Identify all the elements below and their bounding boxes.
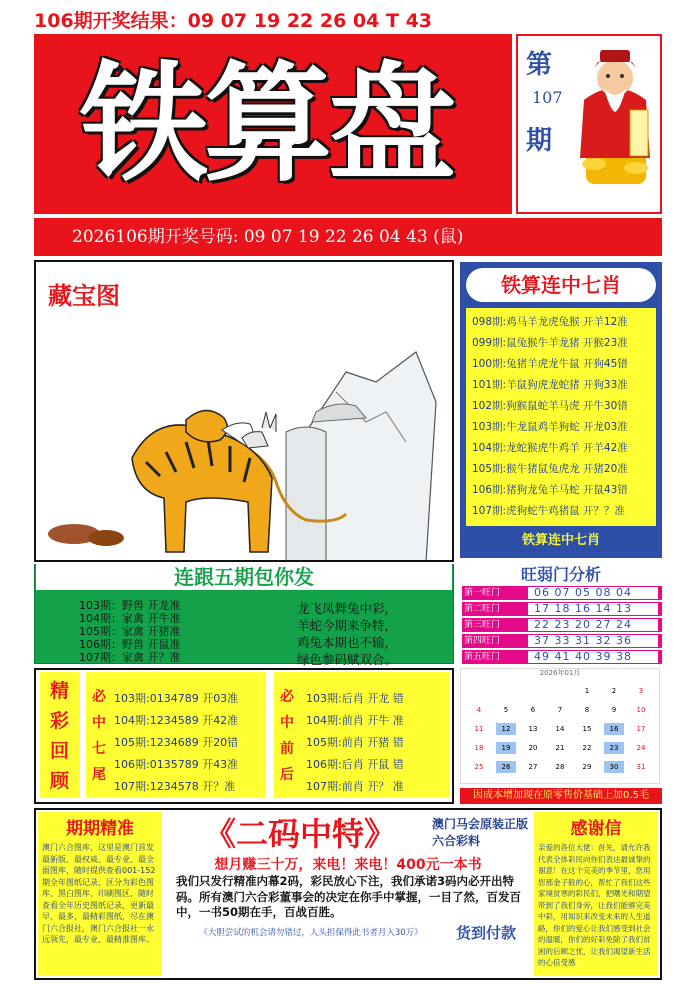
calendar-day: 14 <box>555 725 565 733</box>
tail-side-label <box>86 672 110 798</box>
review-char: 精 <box>50 680 70 702</box>
fq-row: 106期:后肖 开鼠 错 <box>306 758 404 771</box>
fq-char: 前 <box>280 741 294 757</box>
five-period-title: 连跟五期包你发 <box>36 564 452 590</box>
calendar-day: 3 <box>638 687 644 695</box>
door-numbers: 06 07 05 08 04 <box>528 587 658 599</box>
five-row: 105期：家禽 开猪准 <box>79 625 181 638</box>
calendar-day: 30 <box>604 761 624 773</box>
fq-char: 中 <box>280 715 294 731</box>
poem-line: 绿色参码赋双合。 <box>297 652 398 667</box>
fq-row: 105期:前肖 开猪 错 <box>306 736 404 749</box>
accuracy-title: 期期精准 <box>66 819 134 839</box>
seven-row: 099期:鼠兔猴牛羊龙猪 开猴23准 <box>472 337 628 349</box>
calendar-day: 31 <box>636 763 646 771</box>
calendar-day: 13 <box>528 725 538 733</box>
strong-door-row <box>462 586 662 600</box>
price-notice: 因成本增加现在原零售价基础上加0.5毛 <box>460 788 662 804</box>
brand-title: 铁算盘 <box>80 50 453 199</box>
poem-line: 羊蛇今期来争特， <box>297 618 398 633</box>
door-numbers: 37 33 31 32 36 <box>528 635 658 647</box>
seven-row: 107期:虎狗蛇牛鸡猪鼠 开？？准 <box>472 505 625 517</box>
fq-row: 103期:后肖 开龙 错 <box>306 692 404 705</box>
tail-row: 103期:0134789 开03准 <box>114 692 239 705</box>
door-label: 第五旺门 <box>464 652 501 662</box>
calendar-day: 17 <box>636 725 646 733</box>
treasure-map-title: 藏宝图 <box>48 282 120 310</box>
strong-door-row <box>462 618 662 632</box>
calendar-day: 26 <box>496 761 516 773</box>
seven-row: 100期:兔猪羊虎龙牛鼠 开狗45错 <box>472 358 628 370</box>
review-char: 顾 <box>50 770 70 792</box>
calendar-day: 8 <box>584 706 590 714</box>
calendar-day: 1 <box>584 687 590 695</box>
strong-door-row <box>462 602 662 616</box>
seven-row: 102期:狗猴鼠蛇羊马虎 开牛30错 <box>472 400 628 412</box>
calendar-day: 21 <box>555 744 565 752</box>
issue-suffix: 期 <box>526 126 553 156</box>
two-code-subtitle: 澳门马会原装正版六合彩料 <box>432 817 529 848</box>
seven-row: 106期:猪狗龙兔羊马蛇 开鼠43错 <box>472 484 628 496</box>
tail-row: 107期:1234578 开？准 <box>114 780 236 793</box>
door-numbers: 17 18 16 14 13 <box>528 603 658 615</box>
calendar-day: 29 <box>582 763 592 771</box>
door-label: 第三旺门 <box>464 620 501 630</box>
poem-line: 龙飞凤舞兔中彩， <box>297 601 398 616</box>
seven-row: 101期:羊鼠狗虎龙蛇猪 开狗33准 <box>472 379 628 391</box>
calendar-day: 6 <box>530 706 536 714</box>
fortune-god-illustration <box>572 40 658 190</box>
seven-row: 103期:牛龙鼠鸡羊狗蛇 开龙03准 <box>472 421 628 433</box>
tail-char: 中 <box>92 715 106 731</box>
fq-char: 必 <box>280 689 294 705</box>
calendar-widget <box>460 668 660 784</box>
door-numbers: 22 23 20 27 24 <box>528 619 658 631</box>
calendar-day: 27 <box>528 763 538 771</box>
calendar-day: 4 <box>476 706 482 714</box>
door-label: 第四旺门 <box>464 636 501 646</box>
thanks-text: 亲爱的各位大佬：首先，请允许我代表全体彩民向你们表达最诚挚的谢意！在这个完美的季节里，您用您那金子般的心，帮忙了我们这些家境贫寒的彩民们，把曙光和期望带到了我们身旁，让我们能够完美中彩，用知识来改变未来的人生道路，你们的爱心让我们感受到社会的温暖，你们的好彩免除了我们贫困的后顾之忧，让我们渴望新生活的心倍受感 <box>538 843 651 967</box>
calendar-day: 11 <box>474 725 484 733</box>
strong-door-row <box>462 634 662 648</box>
five-row: 107期：家禽 开？准 <box>79 651 181 664</box>
strong-door-row <box>462 650 662 664</box>
fq-char: 后 <box>280 767 294 783</box>
cash-on-delivery: 货到付款 <box>456 924 517 942</box>
calendar-day: 25 <box>474 763 484 771</box>
seven-zodiac-title: 铁算连中七肖 <box>466 268 656 302</box>
calendar-title: 2026年01月 <box>539 669 581 677</box>
ad-footnote: 《大胆尝试的机会请勿错过，人头担保得此书者月入30万》 <box>199 928 423 938</box>
calendar-day: 20 <box>528 744 538 752</box>
calendar-day: 7 <box>557 706 563 714</box>
tail-row: 105期:1234689 开20错 <box>114 736 239 749</box>
draw-result-line: 2026106期开奖号码: 09 07 19 22 26 04 43 (鼠) <box>34 218 662 256</box>
seven-row: 098期:鸡马羊龙虎兔猴 开羊12准 <box>472 316 628 328</box>
five-row: 106期：野兽 开鼠准 <box>79 638 181 651</box>
calendar-day: 18 <box>474 744 484 752</box>
tail-row: 106期:0135789 开43准 <box>114 758 239 771</box>
calendar-day: 10 <box>636 706 646 714</box>
door-label: 第一旺门 <box>464 588 501 598</box>
calendar-day: 23 <box>604 742 624 754</box>
calendar-day: 5 <box>503 706 509 714</box>
review-char: 彩 <box>50 710 70 732</box>
calendar-day: 2 <box>611 687 617 695</box>
five-row: 104期：家禽 开牛准 <box>79 612 181 625</box>
tail-row: 104期:1234589 开42准 <box>114 714 239 727</box>
seven-row: 104期:龙蛇猴虎牛鸡羊 开羊42准 <box>472 442 628 454</box>
tail-char: 必 <box>92 689 106 705</box>
two-code-title: 《二码中特》 <box>203 815 396 853</box>
calendar-day: 15 <box>582 725 592 733</box>
front-back-side-label <box>274 672 298 798</box>
seven-zodiac-list <box>466 308 656 526</box>
tail-char: 七 <box>92 741 106 757</box>
ad-slogan: 想月赚三十万，来电！来电！400元一本书 <box>214 857 482 873</box>
calendar-day: 19 <box>496 742 516 754</box>
issue-prefix: 第 <box>526 50 553 80</box>
calendar-day: 28 <box>555 763 565 771</box>
seven-zodiac-footer: 铁算连中七肖 <box>521 533 600 548</box>
issue-number: 107 <box>532 88 563 107</box>
five-row: 103期：野兽 开龙准 <box>79 599 181 612</box>
calendar-day: 24 <box>636 744 646 752</box>
seven-row: 105期:猴牛猪鼠兔虎龙 开猪20准 <box>472 463 628 475</box>
door-label: 第二旺门 <box>464 604 501 614</box>
calendar-day: 22 <box>582 744 592 752</box>
accuracy-text: 澳门六合图库，这里是澳门首发最新版、最权威、最专业、最全面图库，随时提供查看001-152期全年图纸记录，区分为彩色图库、黑白图库、印刷图区，随时查看全年历史图纸记录，更新最早、最多，最精彩图纸，尽在澳门六合报社，澳门六合报社一永远领先，最专业，最精准图库。 <box>42 843 156 944</box>
tail-list <box>110 672 266 798</box>
door-numbers: 49 41 40 39 38 <box>528 651 658 663</box>
calendar-day: 9 <box>611 706 617 714</box>
ad-body: 我们只发行精准内幕2码，彩民放心下注，我们承诺3码内必开出特码。所有澳门六合彩董事会的决定在你手中掌握，一目了然，百发百中，一书50期在手，百战百胜。 <box>176 874 521 919</box>
review-char: 回 <box>50 740 70 762</box>
fq-row: 107期:前肖 开？ 准 <box>306 780 404 793</box>
strong-weak-title: 旺弱门分析 <box>520 565 601 584</box>
thanks-title: 感谢信 <box>570 819 622 839</box>
fq-row: 104期:前肖 开牛 准 <box>306 714 404 727</box>
front-back-list <box>298 672 450 798</box>
poem-line: 鸡兔本期也不输， <box>297 635 398 650</box>
tail-char: 尾 <box>92 767 106 783</box>
calendar-day: 16 <box>604 723 624 735</box>
review-side-label <box>40 672 80 798</box>
calendar-day: 12 <box>496 723 516 735</box>
last-draw-result: 106期开奖结果：09 07 19 22 26 04 T 43 <box>34 10 433 32</box>
